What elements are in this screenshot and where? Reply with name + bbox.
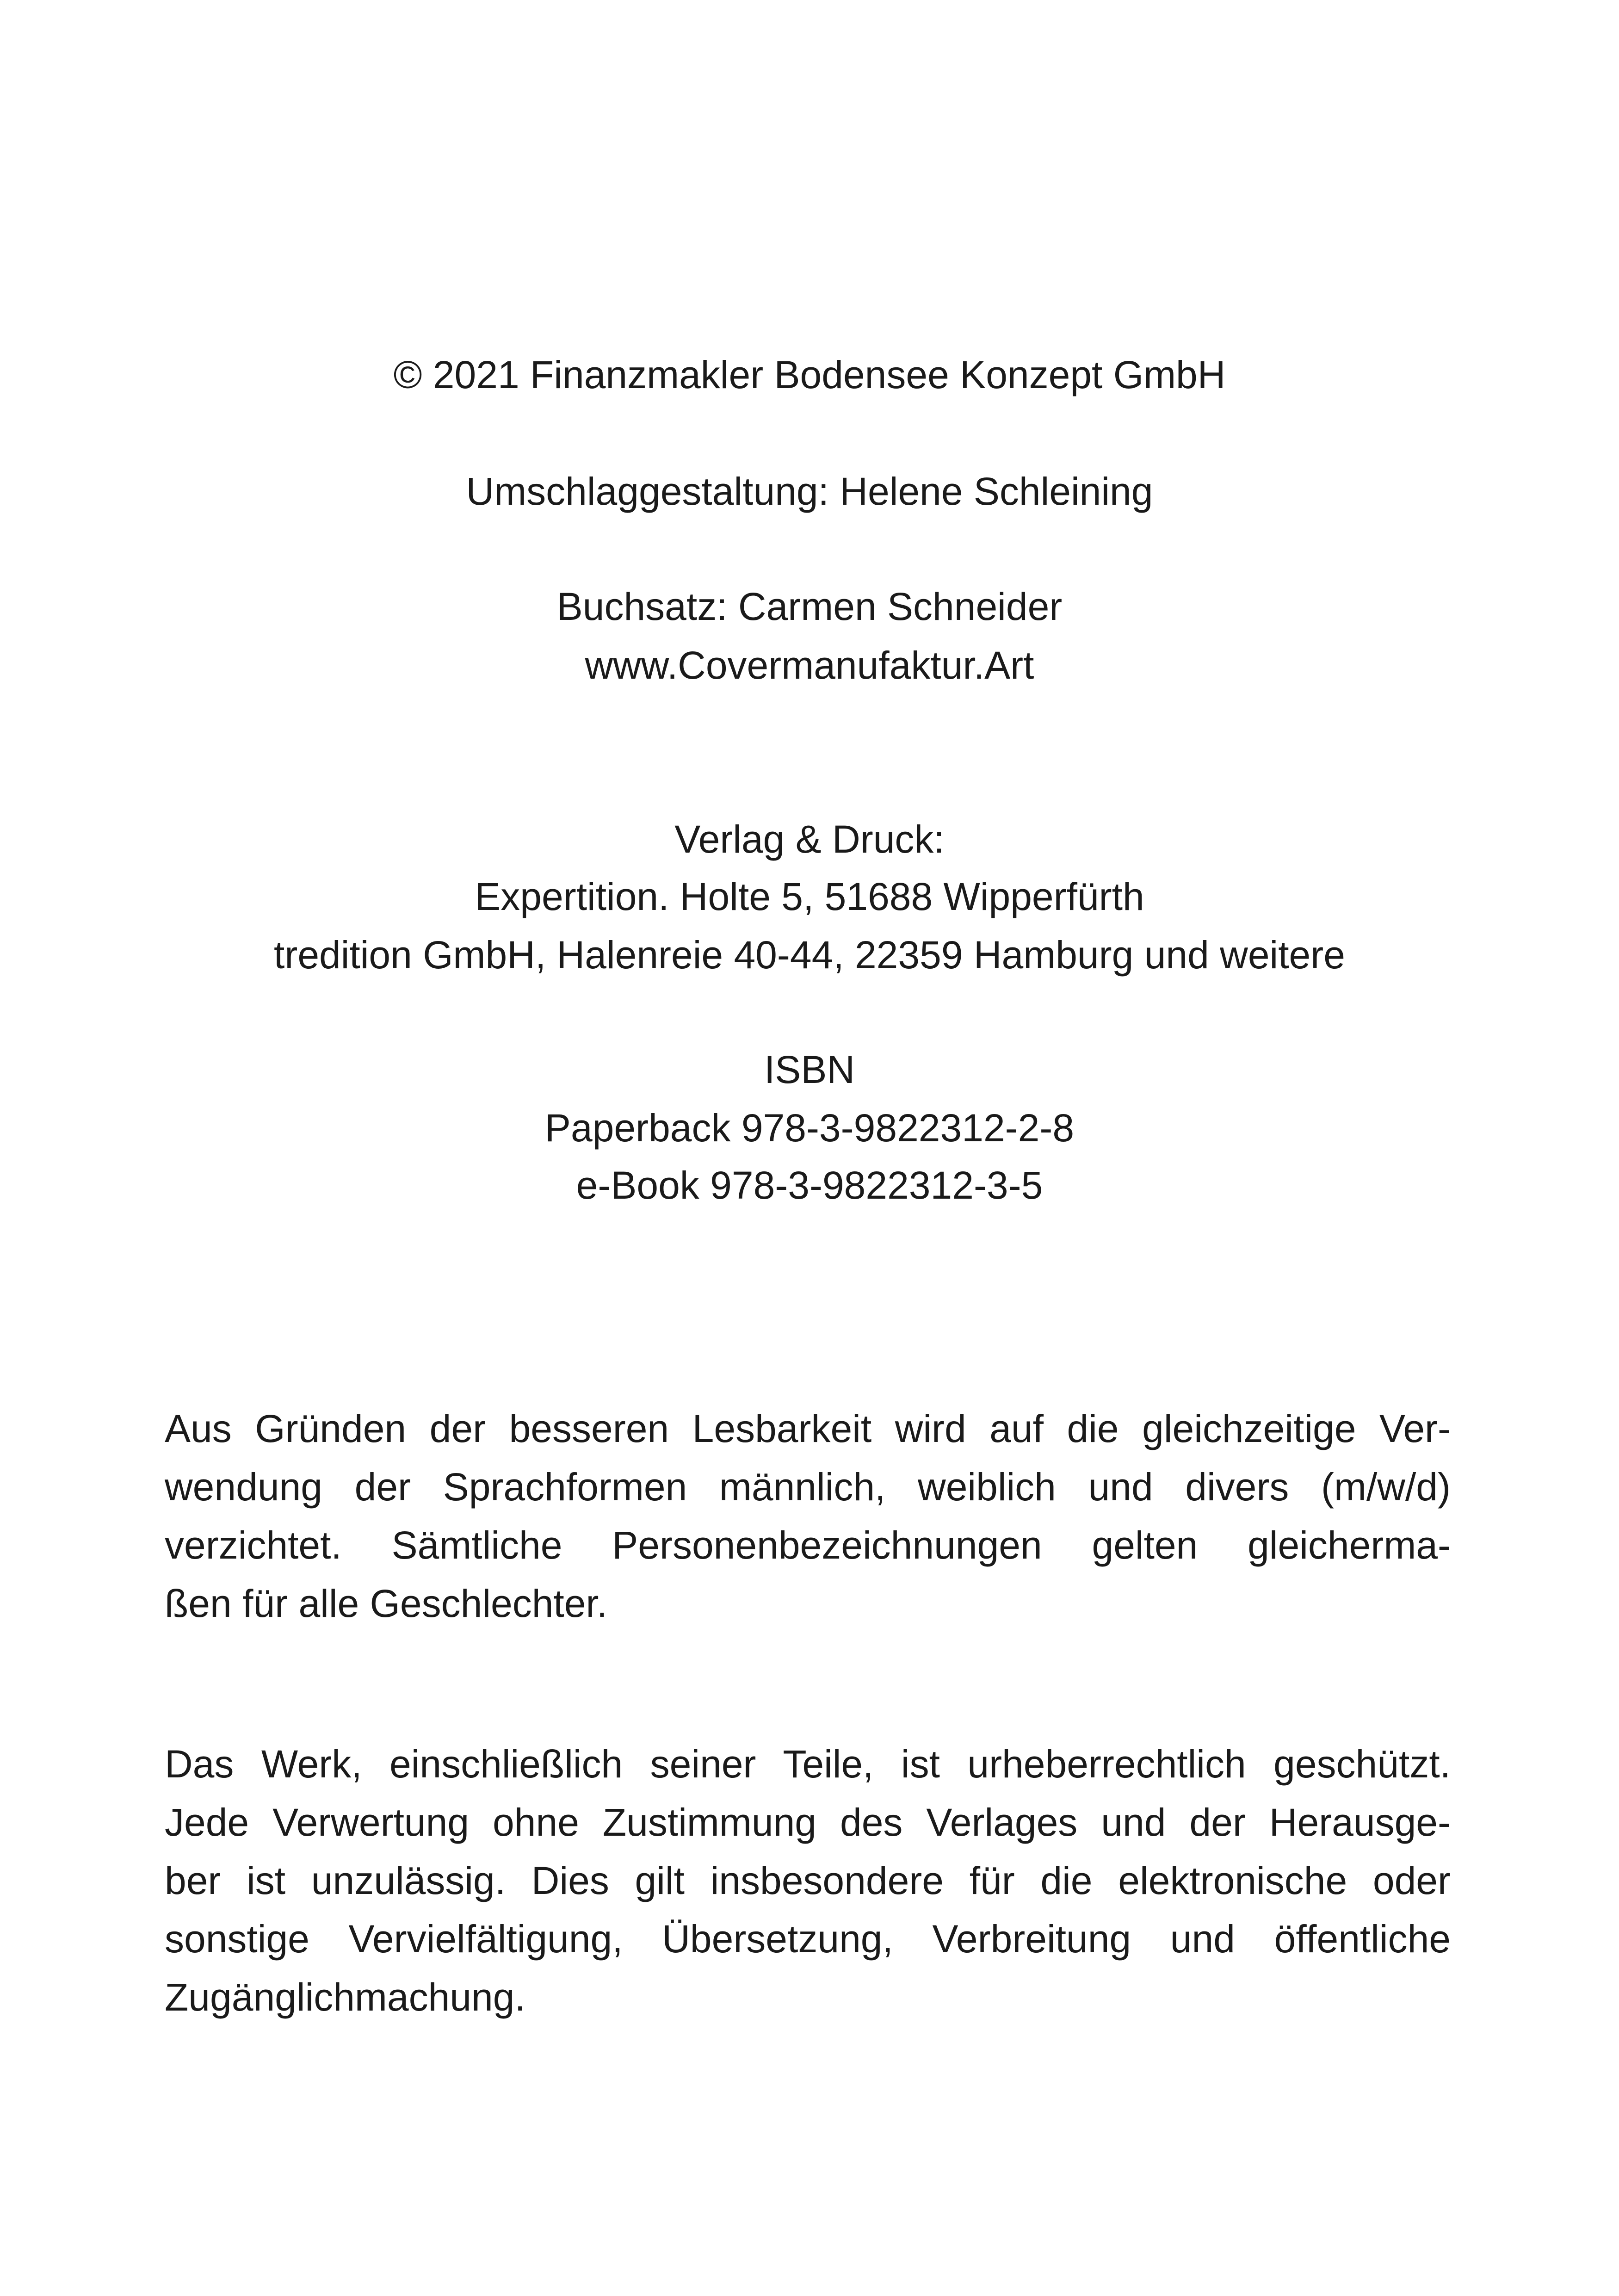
gender-notice-line: ßen für alle Geschlechter. — [165, 1582, 608, 1625]
gender-notice-line: verzichtet. Sämtliche Personenbezeichnungen gelten gleicherma- — [165, 1523, 1451, 1567]
copyright-line: © 2021 Finanzmakler Bodensee Konzept GmbH — [393, 353, 1226, 396]
publisher-address-2: tredition GmbH, Halenreie 40-44, 22359 Hamburg und weitere — [274, 933, 1345, 977]
copyright-notice-paragraph — [165, 1735, 1451, 2026]
gender-notice-paragraph — [165, 1399, 1451, 1633]
gender-notice-line: Aus Gründen der besseren Lesbarkeit wird auf die gleichzeitige Ver- — [165, 1407, 1451, 1450]
publisher-heading: Verlag & Druck: — [674, 817, 945, 861]
publisher-address-1: Expertition. Holte 5, 51688 Wipperfürth — [475, 875, 1144, 918]
copyright-notice-line: ber ist unzulässig. Dies gilt insbesondere für die elektronische oder — [165, 1859, 1451, 1902]
copyright-notice-line: Jede Verwertung ohne Zustimmung des Verlages und der Herausge- — [165, 1801, 1451, 1844]
copyright-notice-line: Zugänglichmachung. — [165, 1975, 525, 2019]
gender-notice-line: wendung der Sprachformen männlich, weiblich und divers (m/w/d) — [165, 1465, 1451, 1509]
typesetting-website: www.Covermanufaktur.Art — [585, 644, 1034, 687]
copyright-notice-line: Das Werk, einschließlich seiner Teile, ist urheberrechtlich geschützt. — [165, 1742, 1451, 1786]
cover-design-credit: Umschlaggestaltung: Helene Schleining — [466, 470, 1153, 513]
isbn-heading: ISBN — [764, 1048, 855, 1091]
copyright-notice-line: sonstige Vervielfältigung, Übersetzung, Verbreitung und öffentliche — [165, 1917, 1451, 1961]
isbn-ebook: e-Book 978-3-9822312-3-5 — [576, 1163, 1043, 1207]
isbn-paperback: Paperback 978-3-9822312-2-8 — [544, 1106, 1075, 1150]
typesetting-credit: Buchsatz: Carmen Schneider — [556, 585, 1063, 628]
